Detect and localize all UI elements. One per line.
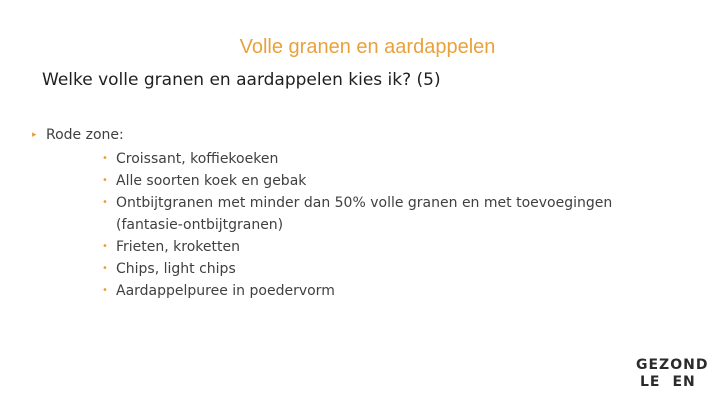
dot-icon: •: [102, 241, 108, 252]
slide-subtitle: Welke volle granen en aardappelen kies ik? (5): [42, 70, 441, 90]
list-item: • Ontbijtgranen met minder dan 50% volle granen en met toevoegingen (fantasie-ontbijtgranen): [102, 192, 682, 236]
list-item: • Croissant, koffiekoeken: [102, 148, 682, 170]
list-item: • Frieten, kroketten: [102, 236, 682, 258]
logo-line-2: LE EN: [640, 374, 696, 390]
dot-icon: •: [102, 175, 108, 186]
slide-title: Volle granen en aardappelen: [239, 36, 496, 58]
logo: [636, 357, 708, 391]
dot-icon: •: [102, 197, 108, 208]
list-item: • Alle soorten koek en gebak: [102, 170, 682, 192]
dot-icon: •: [102, 285, 108, 296]
logo-line-1: GEZOND: [636, 357, 709, 373]
section-label: Rode zone:: [46, 127, 124, 143]
dot-icon: •: [102, 153, 108, 164]
section-heading: [32, 124, 124, 146]
item-list: [102, 148, 682, 302]
dot-icon: •: [102, 263, 108, 274]
triangle-right-icon: ▸: [32, 130, 37, 140]
list-item: • Aardappelpuree in poedervorm: [102, 280, 682, 302]
list-item: • Chips, light chips: [102, 258, 682, 280]
